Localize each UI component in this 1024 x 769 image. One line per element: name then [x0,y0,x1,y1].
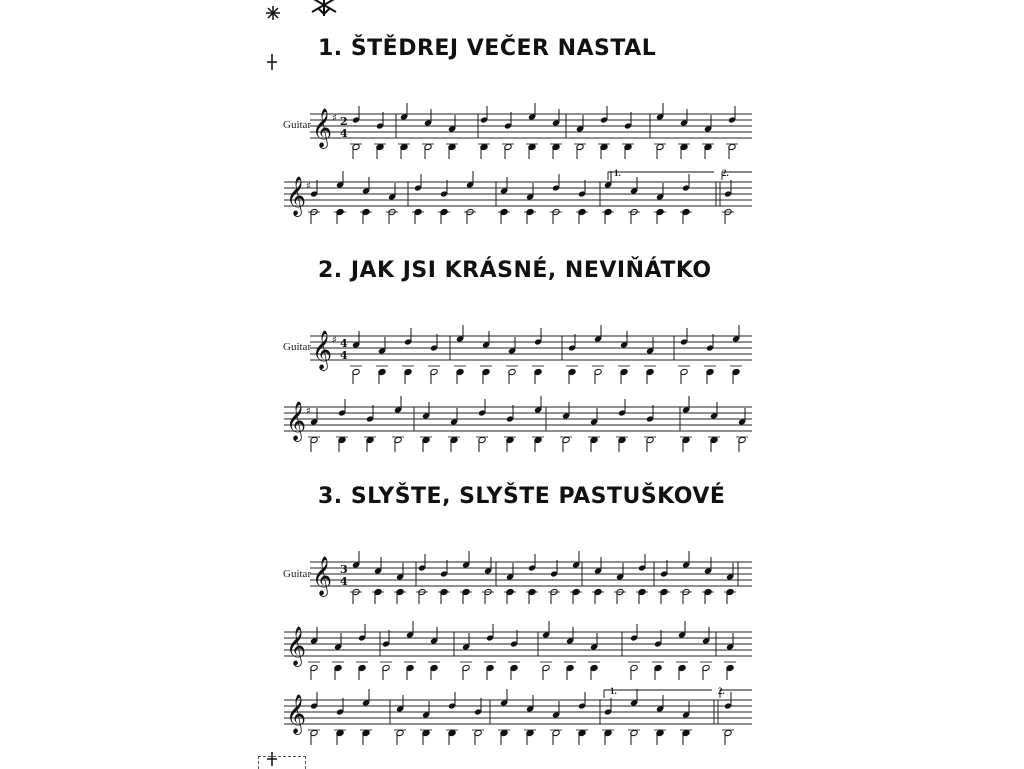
staff-lines [284,176,752,232]
instrument-label: Guitar [283,341,312,353]
music-staff [310,108,752,164]
song-title: 2. JAK JSI KRÁSNÉ, NEVIŇÁTKO [318,258,712,283]
snowflake-icon [266,6,280,20]
treble-clef-icon: 𝄞 [312,330,333,370]
treble-clef-icon: 𝄞 [286,694,307,734]
treble-clef-icon: 𝄞 [312,108,333,148]
treble-clef-icon: 𝄞 [286,176,307,216]
page-marker [258,756,306,769]
music-staff [310,556,752,612]
staff-lines [284,626,752,682]
song-title: 3. SLYŠTE, SLYŠTE PASTUŠKOVÉ [318,484,726,509]
time-signature-top: 2 [340,115,348,128]
staff-lines [284,694,752,750]
snowflake-icon [296,0,352,18]
music-staff [310,330,752,386]
music-staff [284,694,752,750]
song-title: 1. ŠTĚDREJ VEČER NASTAL [318,36,657,61]
music-staff [284,401,752,457]
time-signature-top: 4 [340,337,348,350]
volta-first-ending: 1. [614,168,621,178]
treble-clef-icon: 𝄞 [312,556,333,596]
music-staff [284,626,752,682]
instrument-label: Guitar [283,568,312,580]
treble-clef-icon: 𝄞 [286,626,307,666]
snowflake-icon [267,54,277,70]
staff-lines [284,401,752,457]
sharp-icon: ♯ [332,113,337,124]
sharp-icon: ♯ [306,406,311,417]
volta-second-ending: 2. [718,686,725,696]
sharp-icon: ♯ [306,181,311,192]
time-signature-top: 3 [340,563,348,576]
time-signature-bottom: 4 [340,349,348,362]
instrument-label: Guitar [283,119,312,131]
staff-lines [310,108,752,164]
treble-clef-icon: 𝄞 [286,401,307,441]
music-staff [284,176,752,232]
time-signature-bottom: 4 [340,127,348,140]
volta-second-ending: 2. [722,168,729,178]
time-signature-bottom: 4 [340,575,348,588]
staff-lines [310,556,752,612]
volta-first-ending: 1. [610,686,617,696]
staff-lines [310,330,752,386]
sharp-icon: ♯ [332,335,337,346]
